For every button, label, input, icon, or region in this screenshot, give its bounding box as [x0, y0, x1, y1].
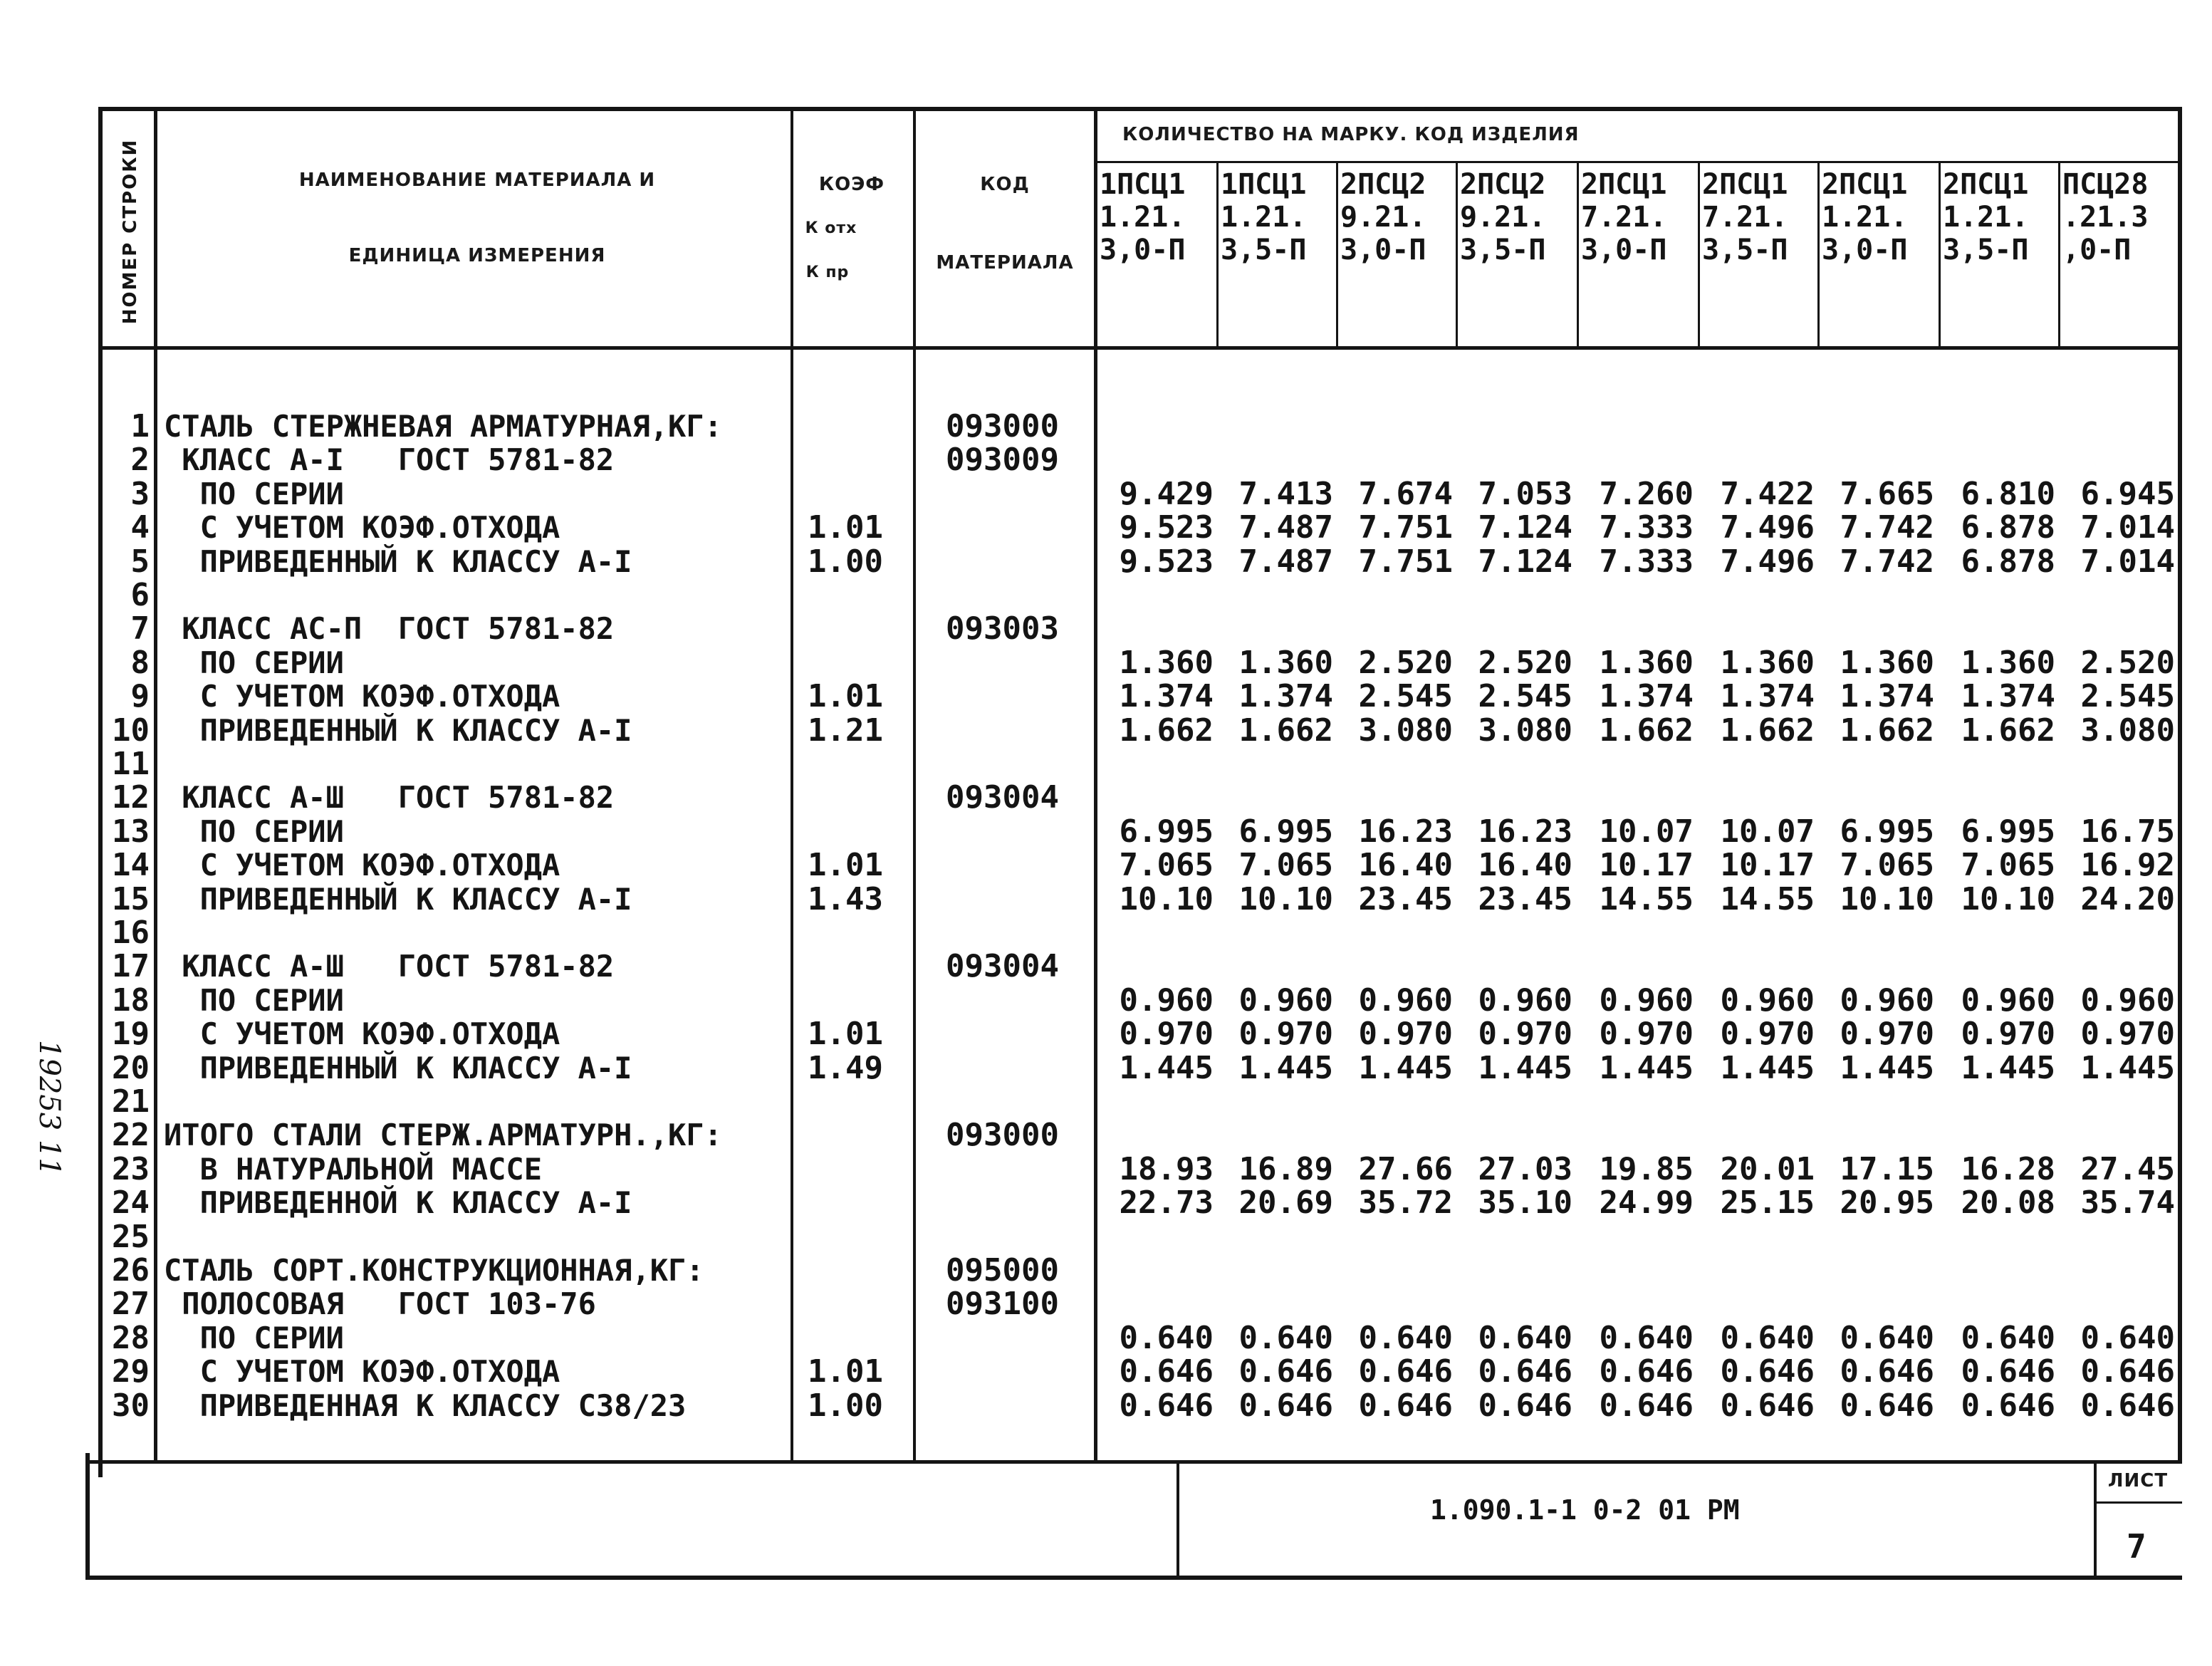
mark-header-8: 2ПСЦ1 1.21. 3,5-П	[1943, 168, 2029, 266]
frame-right	[2178, 107, 2182, 1460]
quantity-value: 1.445	[1119, 1049, 1214, 1086]
quantity-value: 6.945	[2080, 475, 2175, 512]
quantity-value: 0.646	[2080, 1387, 2175, 1424]
quantity-value: 3.080	[1358, 712, 1453, 749]
quantity-value: 0.646	[1840, 1353, 1934, 1390]
quantity-value: 10.17	[1599, 847, 1694, 884]
sheet-number: 7	[2127, 1527, 2146, 1566]
sheet-label: ЛИСТ	[2107, 1470, 2169, 1491]
quantity-value: 1.374	[1599, 678, 1694, 715]
quantity-value: 2.520	[1358, 644, 1453, 681]
quantity-value: 22.73	[1119, 1185, 1214, 1222]
quantity-value: 7.674	[1358, 475, 1453, 512]
quantity-value: 2.520	[2080, 644, 2175, 681]
mark-header-7: 2ПСЦ1 1.21. 3,0-П	[1822, 168, 1908, 266]
material-name: С УЧЕТОМ КОЭФ.ОТХОДА	[164, 848, 560, 883]
material-code: 093100	[946, 1286, 1059, 1323]
quantity-value: 0.646	[1119, 1387, 1214, 1424]
quantity-value: 7.742	[1840, 509, 1934, 546]
quantity-value: 7.422	[1720, 475, 1815, 512]
quantity-value: 27.03	[1478, 1150, 1572, 1187]
col-divider-coef	[913, 107, 916, 1462]
row-number: 13	[112, 813, 150, 850]
quantity-value: 16.75	[2080, 813, 2175, 850]
margin-handwritten-note: 19253 11	[33, 1040, 66, 1176]
code-header-line2: МАТЕРИАЛА	[936, 252, 1074, 274]
mark-header-1: 1ПСЦ1 1.21. 3,0-П	[1100, 168, 1186, 266]
row-number: 20	[112, 1049, 150, 1086]
frame-left-lower	[85, 1453, 90, 1580]
row-number: 10	[112, 712, 150, 749]
frame-bottom	[85, 1576, 2182, 1580]
quantity-value: 9.429	[1119, 475, 1214, 512]
quantity-value: 16.40	[1358, 847, 1453, 884]
quantity-value: 1.360	[1961, 644, 2055, 681]
quantity-value: 0.970	[1599, 1016, 1694, 1053]
coefficient: 1.49	[808, 1049, 883, 1086]
row-number: 30	[112, 1387, 150, 1424]
quantity-value: 16.23	[1358, 813, 1453, 850]
quantity-value: 7.260	[1599, 475, 1694, 512]
quantity-value: 0.960	[1478, 982, 1572, 1019]
quantity-value: 6.995	[1840, 813, 1934, 850]
quantity-value: 0.646	[1358, 1387, 1453, 1424]
quantity-value: 7.742	[1840, 543, 1934, 580]
frame-top	[100, 107, 2182, 111]
quantity-value: 1.360	[1599, 644, 1694, 681]
quantity-value: 0.970	[1238, 1016, 1333, 1053]
quantity-value: 0.970	[1840, 1016, 1934, 1053]
quantity-value: 9.523	[1119, 543, 1214, 580]
col-divider-name	[791, 107, 793, 1462]
quantity-value: 0.960	[1720, 982, 1815, 1019]
quantity-value: 7.333	[1599, 509, 1694, 546]
row-number: 25	[112, 1218, 150, 1255]
quantity-value: 0.970	[1119, 1016, 1214, 1053]
material-header-line1: НАИМЕНОВАНИЕ МАТЕРИАЛА И	[298, 170, 656, 191]
row-number: 7	[130, 610, 150, 647]
sheet-box-mid	[2094, 1501, 2182, 1504]
quantity-value: 24.99	[1599, 1185, 1694, 1222]
material-name: ПРИВЕДЕННЫЙ К КЛАССУ А-I	[164, 712, 632, 748]
quantity-value: 1.360	[1238, 644, 1333, 681]
row-number: 29	[112, 1353, 150, 1390]
quantity-value: 7.496	[1720, 509, 1815, 546]
quantity-value: 10.07	[1720, 813, 1815, 850]
quantity-value: 0.640	[1720, 1319, 1815, 1356]
quantity-value: 3.080	[2080, 712, 2175, 749]
quantity-value: 10.10	[1119, 880, 1214, 917]
row-number: 15	[112, 880, 150, 917]
quantity-value: 6.995	[1961, 813, 2055, 850]
quantity-value: 25.15	[1720, 1185, 1815, 1222]
coefficient: 1.21	[808, 712, 883, 749]
material-code: 093009	[946, 442, 1059, 479]
quantity-value: 0.970	[1358, 1016, 1453, 1053]
quantity-value: 0.960	[1840, 982, 1934, 1019]
coefficient: 1.01	[808, 1353, 883, 1390]
row-number: 26	[112, 1252, 150, 1288]
quantity-value: 1.445	[1478, 1049, 1572, 1086]
row-number: 6	[130, 577, 150, 613]
quantity-value: 20.08	[1961, 1185, 2055, 1222]
quantity-value: 20.01	[1720, 1150, 1815, 1187]
quantity-value: 14.55	[1599, 880, 1694, 917]
row-number: 19	[112, 1016, 150, 1053]
row-number: 2	[130, 442, 150, 479]
row-number: 5	[130, 543, 150, 580]
quantity-value: 0.970	[1720, 1016, 1815, 1053]
quantity-header: КОЛИЧЕСТВО НА МАРКУ. КОД ИЗДЕЛИЯ	[1122, 124, 1580, 145]
material-name: С УЧЕТОМ КОЭФ.ОТХОДА	[164, 510, 560, 546]
quantity-value: 0.646	[1478, 1353, 1572, 1390]
quantity-value: 0.640	[1840, 1319, 1934, 1356]
coefficient: 1.01	[808, 678, 883, 715]
material-name: ПО СЕРИИ	[164, 813, 344, 849]
coefficient: 1.01	[808, 509, 883, 546]
material-name: КЛАСС А-Ш ГОСТ 5781-82	[164, 780, 615, 816]
material-name: ПРИВЕДЕННАЯ К КЛАССУ С38/23	[164, 1388, 687, 1423]
material-name: ПРИВЕДЕННОЙ К КЛАССУ А-I	[164, 1185, 632, 1221]
quantity-value: 1.360	[1840, 644, 1934, 681]
quantity-value: 7.124	[1478, 543, 1572, 580]
row-number: 27	[112, 1286, 150, 1323]
quantity-value: 0.646	[1358, 1353, 1453, 1390]
quantity-value: 0.646	[1961, 1353, 2055, 1390]
quantity-value: 9.523	[1119, 509, 1214, 546]
quantity-value: 16.23	[1478, 813, 1572, 850]
quantity-value: 16.28	[1961, 1150, 2055, 1187]
quantity-value: 24.20	[2080, 880, 2175, 917]
quantity-value: 20.95	[1840, 1185, 1934, 1222]
row-number: 18	[112, 982, 150, 1019]
title-block-divider	[1177, 1462, 1179, 1577]
quantity-value: 35.74	[2080, 1185, 2175, 1222]
quantity-value: 0.646	[1238, 1353, 1333, 1390]
quantity-value: 1.374	[1720, 678, 1815, 715]
material-name: ПРИВЕДЕННЫЙ К КЛАССУ А-I	[164, 881, 632, 917]
coefficient: 1.00	[808, 1387, 883, 1424]
material-name: ПО СЕРИИ	[164, 982, 344, 1018]
quantity-value: 0.646	[1961, 1387, 2055, 1424]
quantity-value: 1.445	[1961, 1049, 2055, 1086]
quantity-value: 7.487	[1238, 509, 1333, 546]
quantity-value: 2.545	[1358, 678, 1453, 715]
quantity-value: 7.065	[1961, 847, 2055, 884]
quantity-value: 2.545	[2080, 678, 2175, 715]
quantity-value: 0.960	[1358, 982, 1453, 1019]
quantity-value: 6.810	[1961, 475, 2055, 512]
quantity-value: 35.10	[1478, 1185, 1572, 1222]
material-name: ПОЛОСОВАЯ ГОСТ 103-76	[164, 1286, 596, 1322]
quantity-value: 2.520	[1478, 644, 1572, 681]
document-code: 1.090.1-1 0-2 01 РМ	[1430, 1494, 1740, 1526]
quantity-value: 23.45	[1358, 880, 1453, 917]
quantity-value: 6.995	[1119, 813, 1214, 850]
quantity-value: 10.10	[1840, 880, 1934, 917]
quantity-value: 0.640	[1599, 1319, 1694, 1356]
quantity-value: 0.646	[1238, 1387, 1333, 1424]
quantity-value: 0.960	[1238, 982, 1333, 1019]
quantity-value: 0.960	[1119, 982, 1214, 1019]
material-name: СТАЛЬ СОРТ.КОНСТРУКЦИОННАЯ,КГ:	[164, 1253, 704, 1288]
quantity-value: 10.07	[1599, 813, 1694, 850]
quantity-value: 7.014	[2080, 509, 2175, 546]
row-number: 17	[112, 948, 150, 985]
row-number: 16	[112, 915, 150, 951]
quantity-value: 6.878	[1961, 543, 2055, 580]
material-header-line2: ЕДИНИЦА ИЗМЕРЕНИЯ	[348, 245, 606, 266]
quantity-value: 0.640	[1238, 1319, 1333, 1356]
quantity-value: 0.646	[1599, 1353, 1694, 1390]
quantity-value: 3.080	[1478, 712, 1572, 749]
quantity-value: 23.45	[1478, 880, 1572, 917]
material-code: 093000	[946, 1117, 1059, 1154]
material-name: ИТОГО СТАЛИ СТЕРЖ.АРМАТУРН.,КГ:	[164, 1118, 722, 1153]
quantity-value: 7.065	[1840, 847, 1934, 884]
quantity-value: 0.960	[2080, 982, 2175, 1019]
quantity-value: 1.662	[1720, 712, 1815, 749]
quantity-value: 27.66	[1358, 1150, 1453, 1187]
quantity-value: 1.662	[1238, 712, 1333, 749]
quantity-value: 0.646	[1720, 1387, 1815, 1424]
quantity-value: 7.487	[1238, 543, 1333, 580]
quantity-value: 1.662	[1961, 712, 2055, 749]
table-bottom	[85, 1460, 2182, 1464]
quantity-value: 10.10	[1238, 880, 1333, 917]
quantity-value: 7.413	[1238, 475, 1333, 512]
quantity-value: 0.646	[1119, 1353, 1214, 1390]
quantity-value: 7.751	[1358, 509, 1453, 546]
quantity-value: 0.970	[1961, 1016, 2055, 1053]
quantity-value: 1.374	[1840, 678, 1934, 715]
material-name: С УЧЕТОМ КОЭФ.ОТХОДА	[164, 1016, 560, 1052]
quantity-value: 1.662	[1840, 712, 1934, 749]
quantity-value: 20.69	[1238, 1185, 1333, 1222]
quantity-value: 17.15	[1840, 1150, 1934, 1187]
material-name: С УЧЕТОМ КОЭФ.ОТХОДА	[164, 1354, 560, 1390]
material-code: 093004	[946, 948, 1059, 985]
quantity-value: 1.445	[1840, 1049, 1934, 1086]
row-number: 1	[130, 408, 150, 444]
header-bottom	[100, 346, 2182, 350]
quantity-value: 1.374	[1238, 678, 1333, 715]
quantity-value: 7.053	[1478, 475, 1572, 512]
mark-header-2: 1ПСЦ1 1.21. 3,5-П	[1221, 168, 1307, 266]
quantity-value: 16.89	[1238, 1150, 1333, 1187]
material-name: ПРИВЕДЕННЫЙ К КЛАССУ А-I	[164, 1050, 632, 1085]
quantity-value: 7.665	[1840, 475, 1934, 512]
quantity-value: 18.93	[1119, 1150, 1214, 1187]
row-number: 14	[112, 847, 150, 884]
row-number: 22	[112, 1117, 150, 1154]
quantity-value: 7.065	[1119, 847, 1214, 884]
quantity-value: 7.014	[2080, 543, 2175, 580]
row-number: 28	[112, 1319, 150, 1356]
quantity-value: 6.995	[1238, 813, 1333, 850]
quantity-value: 1.360	[1720, 644, 1815, 681]
material-name: ПРИВЕДЕННЫЙ К КЛАССУ А-I	[164, 543, 632, 579]
quantity-value: 0.640	[1358, 1319, 1453, 1356]
quantity-header-line	[1097, 161, 2179, 163]
col-divider-rownum	[154, 107, 157, 1462]
quantity-value: 16.92	[2080, 847, 2175, 884]
quantity-value: 0.970	[1478, 1016, 1572, 1053]
quantity-value: 1.662	[1599, 712, 1694, 749]
quantity-value: 10.17	[1720, 847, 1815, 884]
material-name: С УЧЕТОМ КОЭФ.ОТХОДА	[164, 679, 560, 714]
quantity-value: 1.445	[1358, 1049, 1453, 1086]
row-number: 12	[112, 779, 150, 816]
coefficient: 1.00	[808, 543, 883, 580]
quantity-value: 1.445	[1238, 1049, 1333, 1086]
quantity-value: 1.374	[1119, 678, 1214, 715]
quantity-value: 0.646	[1478, 1387, 1572, 1424]
material-name: СТАЛЬ СТЕРЖНЕВАЯ АРМАТУРНАЯ,КГ:	[164, 409, 722, 444]
quantity-value: 35.72	[1358, 1185, 1453, 1222]
row-number: 8	[130, 644, 150, 681]
quantity-value: 0.646	[1840, 1387, 1934, 1424]
mark-header-4: 2ПСЦ2 9.21. 3,5-П	[1460, 168, 1546, 266]
quantity-value: 7.751	[1358, 543, 1453, 580]
quantity-value: 1.445	[1599, 1049, 1694, 1086]
material-code: 093004	[946, 779, 1059, 816]
quantity-value: 27.45	[2080, 1150, 2175, 1187]
quantity-value: 10.10	[1961, 880, 2055, 917]
material-name: КЛАСС А-Ш ГОСТ 5781-82	[164, 949, 615, 984]
row-number: 23	[112, 1150, 150, 1187]
quantity-value: 19.85	[1599, 1150, 1694, 1187]
mark-header-9: ПСЦ28 .21.3 ,0-П	[2062, 168, 2149, 266]
quantity-value: 7.496	[1720, 543, 1815, 580]
coefficient: 1.43	[808, 880, 883, 917]
quantity-value: 0.646	[1720, 1353, 1815, 1390]
quantity-value: 7.124	[1478, 509, 1572, 546]
quantity-value: 0.646	[2080, 1353, 2175, 1390]
material-name: ПО СЕРИИ	[164, 645, 344, 680]
quantity-value: 1.374	[1961, 678, 2055, 715]
row-number-header: НОМЕР СТРОКИ	[120, 138, 141, 325]
coef-header-line3: К пр	[805, 264, 850, 281]
row-number: 3	[130, 475, 150, 512]
col-divider-code	[1094, 107, 1097, 1462]
material-code: 093003	[946, 610, 1059, 647]
row-number: 21	[112, 1083, 150, 1120]
material-name: ПО СЕРИИ	[164, 476, 344, 511]
quantity-value: 0.646	[1599, 1387, 1694, 1424]
quantity-value: 1.445	[1720, 1049, 1815, 1086]
coef-header-line2: К отх	[805, 219, 857, 237]
coefficient: 1.01	[808, 1016, 883, 1053]
coefficient: 1.01	[808, 847, 883, 884]
material-name: В НАТУРАЛЬНОЙ МАССЕ	[164, 1151, 543, 1187]
quantity-value: 0.640	[1119, 1319, 1214, 1356]
row-number: 11	[112, 746, 150, 782]
quantity-value: 14.55	[1720, 880, 1815, 917]
material-name: КЛАСС АС-П ГОСТ 5781-82	[164, 611, 615, 647]
quantity-value: 7.065	[1238, 847, 1333, 884]
code-header-line1: КОД	[980, 174, 1030, 195]
mark-header-3: 2ПСЦ2 9.21. 3,0-П	[1340, 168, 1426, 266]
material-name: ПО СЕРИИ	[164, 1320, 344, 1355]
quantity-value: 0.640	[1478, 1319, 1572, 1356]
row-number: 4	[130, 509, 150, 546]
material-code: 095000	[946, 1252, 1059, 1288]
mark-header-5: 2ПСЦ1 7.21. 3,0-П	[1581, 168, 1667, 266]
quantity-value: 1.360	[1119, 644, 1214, 681]
quantity-value: 0.960	[1599, 982, 1694, 1019]
mark-header-6: 2ПСЦ1 7.21. 3,5-П	[1702, 168, 1788, 266]
quantity-value: 0.970	[2080, 1016, 2175, 1053]
quantity-value: 6.878	[1961, 509, 2055, 546]
quantity-value: 16.40	[1478, 847, 1572, 884]
quantity-value: 0.640	[1961, 1319, 2055, 1356]
quantity-value: 0.960	[1961, 982, 2055, 1019]
quantity-value: 2.545	[1478, 678, 1572, 715]
coef-header-line1: КОЭФ	[818, 174, 885, 195]
material-code: 093000	[946, 408, 1059, 444]
material-name: КЛАСС А-I ГОСТ 5781-82	[164, 442, 615, 478]
row-number: 24	[112, 1185, 150, 1222]
row-number: 9	[130, 678, 150, 715]
quantity-value: 1.662	[1119, 712, 1214, 749]
quantity-value: 1.445	[2080, 1049, 2175, 1086]
quantity-value: 0.640	[2080, 1319, 2175, 1356]
quantity-value: 7.333	[1599, 543, 1694, 580]
